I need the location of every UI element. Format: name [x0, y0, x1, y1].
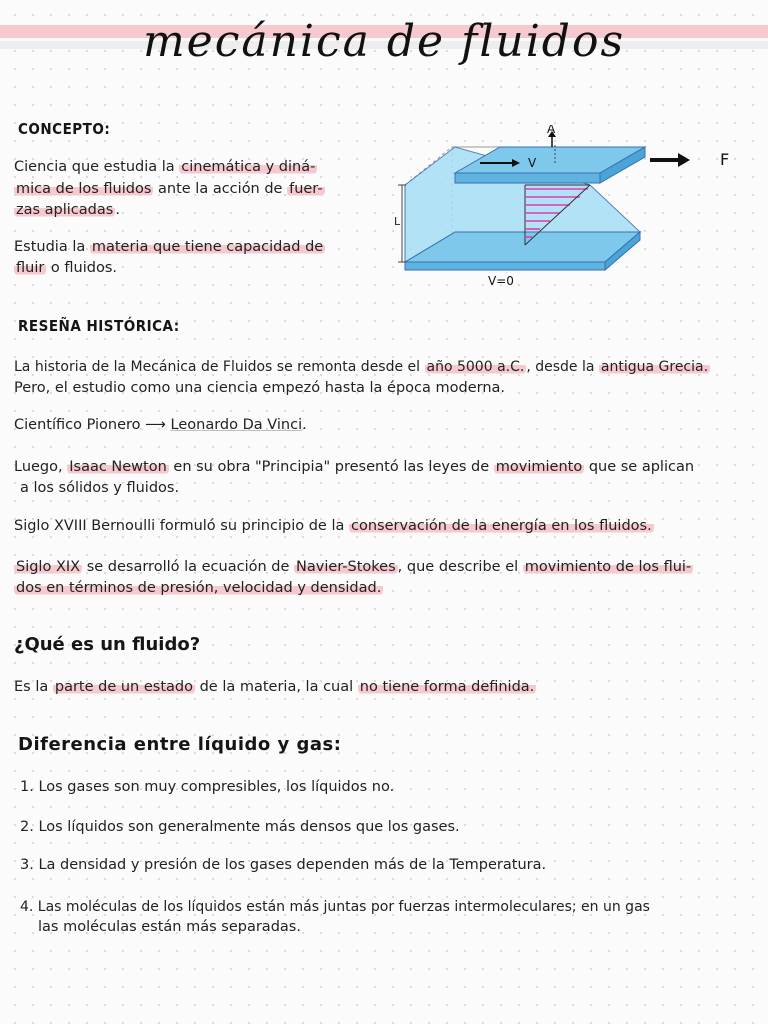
concepto-line-3: zas aplicadas . — [16, 202, 120, 218]
force-arrow — [650, 145, 740, 175]
concepto-line-2: mica de los fluidos ante la acción de fuer- — [16, 181, 323, 197]
label-A: A — [547, 125, 556, 136]
label-F: F — [720, 150, 730, 169]
diferencia-item-1: 1. Los gases son muy compresibles, los líquidos no. — [20, 779, 395, 795]
bottom-plate-edge — [405, 262, 605, 270]
concepto-line-1: Ciencia que estudia la cinemática y diná- — [14, 159, 316, 175]
resena-p3-line-2: a los sólidos y fluidos. — [20, 480, 180, 496]
diferencia-heading: Diferencia entre líquido y gas: — [18, 734, 342, 755]
resena-p3-line-1: Luego, Isaac Newton en su obra "Principia" presentó las leyes de movimiento que se aplican — [14, 459, 695, 475]
resena-p2: Científico Pionero ⟶ Leonardo Da Vinci. — [14, 417, 307, 433]
shear-flow-diagram — [390, 125, 660, 290]
resena-p1-line-2: Pero, el estudio como una ciencia empezó hasta la época moderna. — [14, 380, 506, 396]
resena-heading: RESEÑA HISTÓRICA: — [18, 317, 180, 335]
resena-p1-line-1: La historia de la Mecánica de Fluidos se remonta desde el año 5000 a.C. , desde la antigua Grecia. — [14, 359, 709, 375]
diferencia-item-4-cont: las moléculas están más separadas. — [38, 919, 301, 935]
resena-p5-line-1: Siglo XIX se desarrolló la ecuación de Navier-Stokes , que describe el movimiento de los flui- — [16, 559, 692, 575]
concepto-line-4: Estudia la materia que tiene capacidad de — [14, 239, 324, 255]
resena-p5-line-2: dos en términos de presión, velocidad y densidad. — [16, 580, 382, 596]
top-plate-edge — [455, 173, 600, 183]
diferencia-item-4: 4. Las moléculas de los líquidos están más juntas por fuerzas intermoleculares; en un gas — [20, 899, 650, 915]
concepto-line-5: fluir o fluidos. — [16, 260, 118, 276]
fluido-answer: Es la parte de un estado de la materia, la cual no tiene forma definida. — [14, 679, 535, 695]
label-V0: V=0 — [488, 274, 514, 288]
concepto-heading: CONCEPTO: — [18, 120, 111, 138]
resena-p4: Siglo XVIII Bernoulli formuló su principio de la conservación de la energía en los fluidos. — [14, 518, 652, 534]
diferencia-item-3: 3. La densidad y presión de los gases dependen más de la Temperatura. — [20, 857, 547, 873]
fluido-question: ¿Qué es un fluido? — [14, 634, 201, 655]
label-V: V — [528, 156, 537, 170]
diferencia-item-2: 2. Los líquidos son generalmente más densos que los gases. — [20, 819, 460, 835]
page-title: mecánica de fluidos — [142, 16, 626, 67]
label-L: L — [394, 215, 401, 228]
